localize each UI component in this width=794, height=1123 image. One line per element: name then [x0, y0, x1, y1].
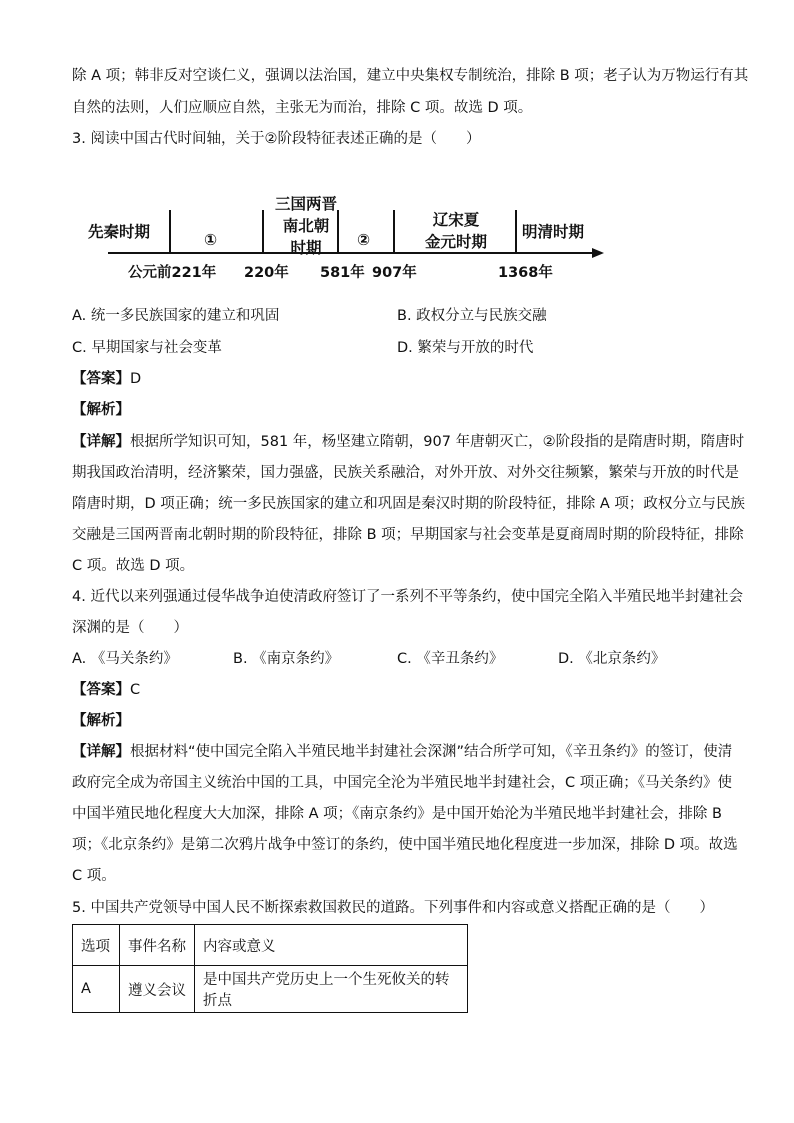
q4-detail-line: [72, 742, 732, 762]
q3-option-d: D. 繁荣与开放的时代: [397, 340, 534, 356]
timeline-year: 581年: [320, 265, 365, 281]
q4-answer: [72, 680, 140, 700]
question-4-stem: 深渊的是（ ）: [72, 620, 188, 636]
table-header-cell: 选项: [73, 925, 120, 966]
timeline-three-kingdoms-line: 南北朝: [282, 217, 330, 235]
detail-tag: 【详解】: [72, 434, 130, 450]
q3-detail-line: 期我国政治清明，经济繁荣，国力强盛，民族关系融洽，对外开放、对外交往频繁，繁荣与开放的时代是: [72, 465, 739, 481]
question-4-stem: 4. 近代以来列强通过侵华战争迫使清政府签订了一系列不平等条约，使中国完全陷入半殖民地半封建社会: [72, 589, 743, 605]
timeline-liao-song-line: 辽宋夏: [432, 211, 480, 229]
timeline-stage-1: ①: [204, 231, 218, 249]
text-line: 自然的法则，人们应顺应自然，主张无为而治，排除 C 项。故选 D 项。: [72, 100, 533, 116]
table-cell: A: [73, 966, 120, 1013]
q3-detail-line: [72, 432, 744, 452]
text-line: 除 A 项；韩非反对空谈仁义，强调以法治国，建立中央集权专制统治，排除 B 项；老子认为万物运行有其: [72, 68, 749, 84]
q5-table: [72, 924, 468, 1013]
timeline-stage-2: ②: [357, 231, 371, 249]
timeline-axis: [108, 246, 604, 260]
answer-tag: 【答案】: [72, 371, 130, 387]
q3-detail-line: 交融是三国两晋南北朝时期的阶段特征，排除 B 项；早期国家与社会变革是夏商周时期的阶段特征，排除: [72, 527, 744, 543]
q4-detail-line: C 项。: [72, 868, 116, 884]
q4-option-a: A. 《马关条约》: [72, 651, 178, 667]
q3-option-a: A. 统一多民族国家的建立和巩固: [72, 308, 280, 324]
timeline-year: 1368年: [498, 265, 553, 281]
q4-detail-line: 中国半殖民地化程度大大加深，排除 A 项；《南京条约》是中国开始沦为半殖民地半封建社会，排除 B: [72, 806, 722, 822]
q3-option-b: B. 政权分立与民族交融: [397, 308, 547, 324]
q4-option-c: C. 《辛丑条约》: [397, 651, 504, 667]
answer-value: D: [130, 371, 142, 387]
timeline-three-kingdoms-line: 三国两晋: [274, 195, 337, 213]
question-3-stem: 3. 阅读中国古代时间轴，关于②阶段特征表述正确的是（ ）: [72, 131, 481, 147]
table-cell: 是中国共产党历史上一个生死攸关的转折点: [195, 966, 468, 1013]
q4-detail-line: 政府完全成为帝国主义统治中国的工具，中国完全沦为半殖民地半封建社会，C 项正确；《马关条约》使: [72, 775, 732, 791]
q3-analysis-tag: 【解析】: [72, 402, 130, 418]
answer-tag: 【答案】: [72, 682, 130, 698]
q3-detail-line: C 项。故选 D 项。: [72, 558, 195, 574]
q4-option-b: B. 《南京条约》: [233, 651, 340, 667]
timeline-year: 公元前221年: [128, 265, 217, 281]
table-row: [73, 966, 468, 1013]
answer-value: C: [130, 682, 141, 698]
timeline-ming-qing: 明清时期: [522, 223, 585, 241]
detail-tag: 【详解】: [72, 744, 130, 760]
table-header-cell: 内容或意义: [195, 925, 468, 966]
question-5-stem: 5. 中国共产党领导中国人民不断探索救国救民的道路。下列事件和内容或意义搭配正确的是（ ）: [72, 900, 714, 916]
table-header-cell: 事件名称: [120, 925, 195, 966]
q4-option-d: D. 《北京条约》: [558, 651, 666, 667]
q4-analysis-tag: 【解析】: [72, 713, 130, 729]
q3-detail-line: 隋唐时期，D 项正确；统一多民族国家的建立和巩固是秦汉时期的阶段特征，排除 A 项；政权分立与民族: [72, 496, 745, 512]
q3-option-c: C. 早期国家与社会变革: [72, 340, 222, 356]
detail-text: 根据材料“使中国完全陷入半殖民地半封建社会深渊”结合所学可知，《辛丑条约》的签订，使清: [130, 744, 733, 760]
timeline-liao-song-line: 金元时期: [424, 233, 487, 251]
timeline-year: 907年: [372, 265, 417, 281]
table-cell: 遵义会议: [120, 966, 195, 1013]
timeline-pre-qin: 先秦时期: [88, 223, 151, 241]
timeline-year: 220年: [244, 265, 289, 281]
q3-answer: [72, 369, 141, 389]
timeline-three-kingdoms-line: 时期: [290, 239, 322, 257]
table-header-row: [73, 925, 468, 966]
detail-text: 根据所学知识可知，581 年，杨坚建立隋朝，907 年唐朝灭亡，②阶段指的是隋唐时期，隋唐时: [130, 434, 745, 450]
q4-detail-line: 项；《北京条约》是第二次鸦片战争中签订的条约，使中国半殖民地化程度进一步加深，排除 D 项。故选: [72, 837, 738, 853]
